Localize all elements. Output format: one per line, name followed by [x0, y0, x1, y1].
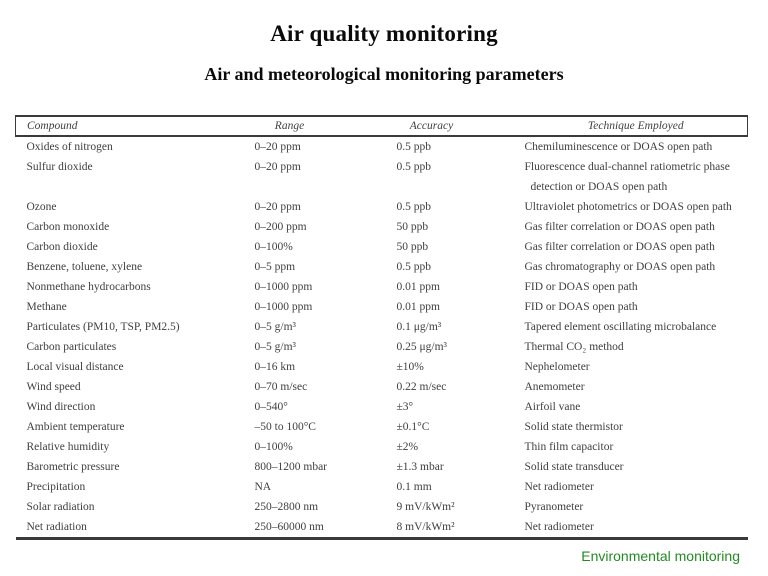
table-cell: Solid state transducer: [524, 461, 624, 473]
table-cell: Gas chromatography or DOAS open path: [524, 261, 716, 273]
table-cell: Airfoil vane: [524, 401, 581, 413]
table-cell: Net radiometer: [524, 481, 594, 493]
table-row: [16, 317, 748, 337]
table-cell: 0–100%: [254, 241, 293, 253]
table-cell: ±0.1°C: [396, 421, 430, 433]
table-cell: Gas filter correlation or DOAS open path: [524, 241, 715, 253]
table-cell: Local visual distance: [26, 361, 124, 373]
table-cell: 0–1000 ppm: [254, 281, 313, 293]
table-cell: 0.01 ppm: [396, 301, 440, 313]
table-row: [16, 457, 748, 477]
table-cell: 0.5 ppb: [396, 201, 431, 213]
table-cell: Ambient temperature: [26, 421, 125, 433]
table-row: [16, 217, 748, 237]
table-row: [16, 136, 748, 157]
table-cell: Oxides of nitrogen: [26, 141, 113, 153]
table-cell: FID or DOAS open path: [524, 301, 638, 313]
table-row: [16, 337, 748, 357]
table-row: [16, 417, 748, 437]
table-cell: 250–60000 nm: [254, 521, 324, 533]
table-cell: Fluorescence dual-channel ratiometric phase detection or DOAS open path: [524, 161, 730, 193]
table-cell: Carbon monoxide: [26, 221, 110, 233]
column-header-range: Range: [255, 116, 397, 136]
parameters-table: [15, 115, 748, 540]
table-cell: Relative humidity: [26, 441, 110, 453]
table-header-row: [16, 116, 748, 136]
table-cell: 0.5 ppb: [396, 161, 431, 173]
table-cell: Solar radiation: [26, 501, 95, 513]
table-cell: NA: [254, 481, 272, 493]
table-cell: ±3°: [396, 401, 414, 413]
table-cell: 0.22 m/sec: [396, 381, 447, 393]
table-cell: 0–5 g/m³: [254, 321, 296, 333]
table-row: [16, 397, 748, 417]
table-cell: Particulates (PM10, TSP, PM2.5): [26, 321, 180, 333]
table-cell: Benzene, toluene, xylene: [26, 261, 143, 273]
table-cell: Sulfur dioxide: [26, 161, 93, 173]
table-cell: 0–20 ppm: [254, 161, 301, 173]
table-cell: Ozone: [26, 201, 57, 213]
table-cell: 0.5 ppb: [396, 141, 431, 153]
parameters-table-container: [15, 115, 747, 540]
table-cell: 0–100%: [254, 441, 293, 453]
table-cell: 0–70 m/sec: [254, 381, 308, 393]
table-cell: 0–16 km: [254, 361, 296, 373]
table-cell: ±2%: [396, 441, 419, 453]
table-row: [16, 257, 748, 277]
table-cell: Thin film capacitor: [524, 441, 614, 453]
table-row: [16, 237, 748, 257]
table-cell: Solid state thermistor: [524, 421, 623, 433]
page-subtitle: Air and meteorological monitoring parameters: [204, 64, 564, 84]
table-row: [16, 157, 748, 197]
table-cell: Gas filter correlation or DOAS open path: [524, 221, 715, 233]
table-row: [16, 477, 748, 497]
table-cell: Precipitation: [26, 481, 86, 493]
table-cell: 8 mV/kWm²: [396, 521, 455, 533]
table-cell: Net radiation: [26, 521, 87, 533]
table-cell: 0.1 mm: [396, 481, 432, 493]
table-cell: Nephelometer: [524, 361, 590, 373]
table-cell: 50 ppb: [396, 241, 429, 253]
table-body: [16, 136, 748, 539]
course-footer-label: Environmental monitoring: [581, 548, 740, 564]
table-row: [16, 197, 748, 217]
table-cell: –50 to 100°C: [254, 421, 316, 433]
table-cell: Carbon dioxide: [26, 241, 98, 253]
table-cell: 50 ppb: [396, 221, 429, 233]
table-cell: Chemiluminescence or DOAS open path: [524, 141, 713, 153]
column-header-compound: Compound: [16, 116, 255, 136]
table-cell: FID or DOAS open path: [524, 281, 638, 293]
table-cell: Wind direction: [26, 401, 96, 413]
table-cell: Pyranometer: [524, 501, 584, 513]
table-cell: Methane: [26, 301, 67, 313]
table-row: [16, 377, 748, 397]
table-row: [16, 517, 748, 539]
table-cell: Thermal CO₂ method: [524, 341, 624, 353]
table-cell: 0–5 g/m³: [254, 341, 296, 353]
table-cell: Barometric pressure: [26, 461, 120, 473]
table-cell: 0.25 μg/m³: [396, 341, 448, 353]
table-cell: 0–20 ppm: [254, 141, 301, 153]
table-cell: Net radiometer: [524, 521, 594, 533]
column-header-accuracy: Accuracy: [397, 116, 525, 136]
table-cell: 0.01 ppm: [396, 281, 440, 293]
table-row: [16, 277, 748, 297]
table-cell: 800–1200 mbar: [254, 461, 328, 473]
table-cell: Carbon particulates: [26, 341, 117, 353]
table-row: [16, 297, 748, 317]
column-header-technique: Technique Employed: [525, 116, 748, 136]
table-cell: 0–20 ppm: [254, 201, 301, 213]
table-cell: 0–1000 ppm: [254, 301, 313, 313]
table-row: [16, 357, 748, 377]
table-cell: 0.5 ppb: [396, 261, 431, 273]
table-cell: 0.1 μg/m³: [396, 321, 442, 333]
table-cell: Tapered element oscillating microbalance: [524, 321, 717, 333]
table-cell: ±10%: [396, 361, 424, 373]
table-cell: 0–200 ppm: [254, 221, 307, 233]
table-cell: Wind speed: [26, 381, 81, 393]
table-row: [16, 497, 748, 517]
table-cell: 0–5 ppm: [254, 261, 296, 273]
table-cell: Ultraviolet photometrics or DOAS open path: [524, 201, 732, 213]
table-cell: 0–540°: [254, 401, 288, 413]
table-cell: 250–2800 nm: [254, 501, 319, 513]
page-title: Air quality monitoring: [270, 21, 498, 46]
table-cell: Anemometer: [524, 381, 585, 393]
table-cell: ±1.3 mbar: [396, 461, 444, 473]
table-cell: Nonmethane hydrocarbons: [26, 281, 151, 293]
table-row: [16, 437, 748, 457]
table-cell: 9 mV/kWm²: [396, 501, 455, 513]
